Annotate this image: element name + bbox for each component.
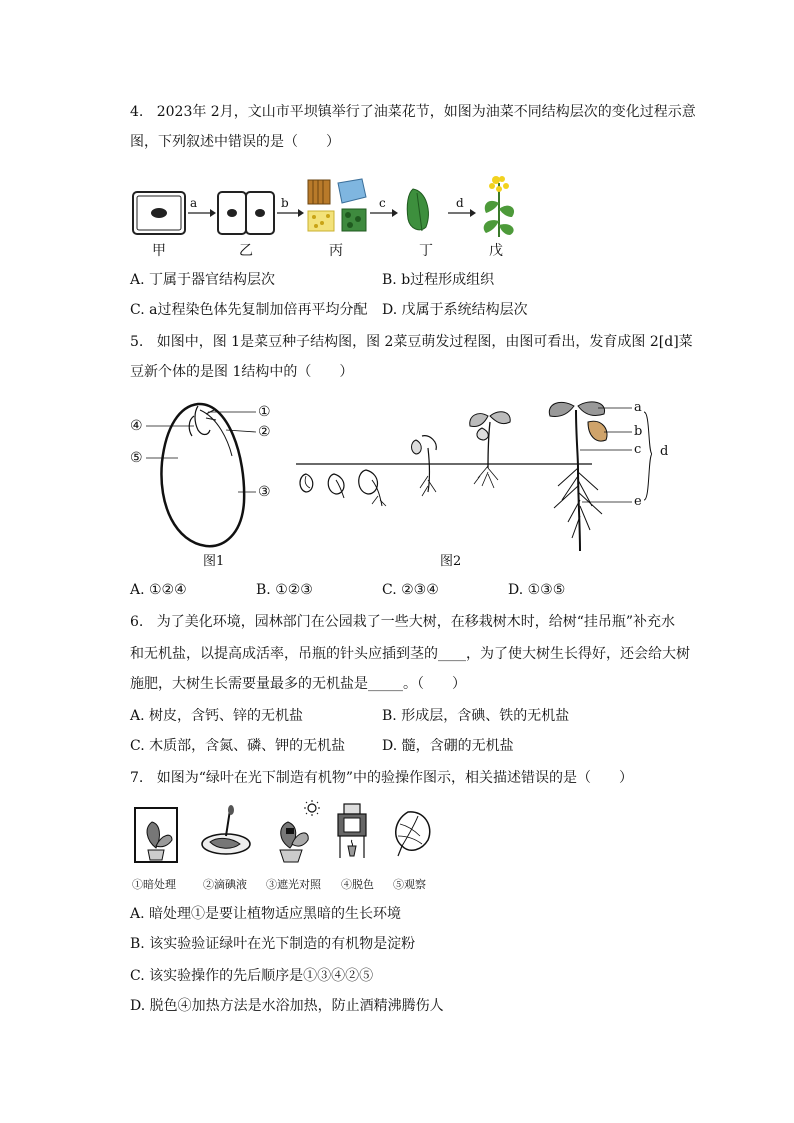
seed-marker-5: ⑤ [130,450,143,466]
germination-marker-b: b [634,424,643,439]
cell-jia [133,192,185,234]
arrow-label-b: b [281,196,289,210]
q7-stem-line-1 [130,768,633,788]
q5-number: 5. [130,334,144,350]
stage-label-yi: 乙 [239,243,253,259]
leaf-ding [407,189,428,231]
q4-stem-line-2: 图，下列叙述中错误的是（ ） [130,134,340,150]
q6-stem-line-1 [130,612,675,632]
q7-option-d[interactable]: D. 脱色④加热方法是水浴加热，防止酒精沸腾伤人 [130,998,444,1014]
germination-marker-c: c [634,442,642,457]
bean-seed-figure [128,396,288,556]
seed-marker-1: ① [258,404,271,420]
stage-label-ding: 丁 [419,243,433,259]
figure-1-caption: 图1 [203,554,225,569]
q5-stem-line-2: 豆新个体的是图 1结构中的（ ） [130,364,354,380]
cells-yi [218,192,274,234]
step-caption-2: ②滴碘液 [203,878,247,891]
bean-germination-figure [292,396,652,556]
q5-option-a[interactable]: A. ①②④ [130,582,187,598]
arrow-label-a: a [190,196,198,210]
q6-option-d[interactable]: D. 髓，含硼的无机盐 [382,738,514,754]
germination-marker-a: a [634,400,642,415]
step-caption-3: ③遮光对照 [266,878,321,891]
step-caption-4: ④脱色 [341,878,374,891]
photosynthesis-experiment-figure [132,800,442,870]
seed-marker-4: ④ [130,418,143,434]
q6-option-b[interactable]: B. 形成层，含碘、铁的无机盐 [382,708,570,724]
q5-stem-text-1: 如图中，图 1是菜豆种子结构图，图 2菜豆萌发过程图，由图可看出，发育成图 2[d]菜 [156,334,693,350]
q6-number: 6. [130,614,144,630]
q6-option-c[interactable]: C. 木质部，含氮、磷、钾的无机盐 [130,738,346,754]
germination-marker-d: d [660,444,669,459]
q4-option-a[interactable]: A. 丁属于器官结构层次 [130,272,276,288]
seed-marker-3: ③ [258,484,271,500]
q4-stem-text-1: 2023年 2月，文山市平坝镇举行了油菜花节，如图为油菜不同结构层次的变化过程示意 [156,104,696,120]
q5-option-d[interactable]: D. ①③⑤ [508,582,566,598]
stage-label-jia: 甲 [152,243,166,259]
q4-option-c[interactable]: C. a过程染色体先复制加倍再平均分配 [130,302,368,318]
seed-marker-2: ② [258,424,271,440]
figure-2-caption: 图2 [440,554,462,569]
q7-option-a[interactable]: A. 暗处理①是要让植物适应黑暗的生长环境 [130,906,402,922]
stage-label-bing: 丙 [329,243,343,259]
q6-stem-line-3: 施肥，大树生长需要量最多的无机盐是_____。（ ） [130,676,466,692]
germination-marker-e: e [634,494,642,509]
q5-option-b[interactable]: B. ①②③ [256,582,313,598]
q5-stem-line-1 [130,332,693,352]
q7-number: 7. [130,770,144,786]
q4-option-d[interactable]: D. 戊属于系统结构层次 [382,302,528,318]
plant-wu [484,176,514,237]
q7-option-c[interactable]: C. 该实验操作的先后顺序是①③④②⑤ [130,968,374,984]
stage-label-wu: 戊 [489,243,503,259]
q6-stem-line-2: 和无机盐，以提高成活率，吊瓶的针头应插到茎的____，为了使大树生长得好，还会给大树 [130,646,690,662]
arrow-label-c: c [379,196,386,210]
q5-option-c[interactable]: C. ②③④ [382,582,439,598]
tissues-bing [308,179,366,231]
q4-option-b[interactable]: B. b过程形成组织 [382,272,495,288]
q4-stem-line-1 [130,102,696,122]
q7-stem-text-1: 如图为“绿叶在光下制造有机物”中的验操作图示，相关描述错误的是（ ） [156,770,634,786]
step-caption-5: ⑤观察 [393,878,426,891]
q4-number: 4. [130,104,144,120]
q6-option-a[interactable]: A. 树皮，含钙、锌的无机盐 [130,708,304,724]
q7-option-b[interactable]: B. 该实验验证绿叶在光下制造的有机物是淀粉 [130,936,416,952]
q6-stem-text-1: 为了美化环境，园林部门在公园栽了一些大树，在移栽树木时，给树“挂吊瓶”补充水 [156,614,676,630]
step-caption-1: ①暗处理 [132,878,176,891]
arrow-label-d: d [456,196,464,210]
